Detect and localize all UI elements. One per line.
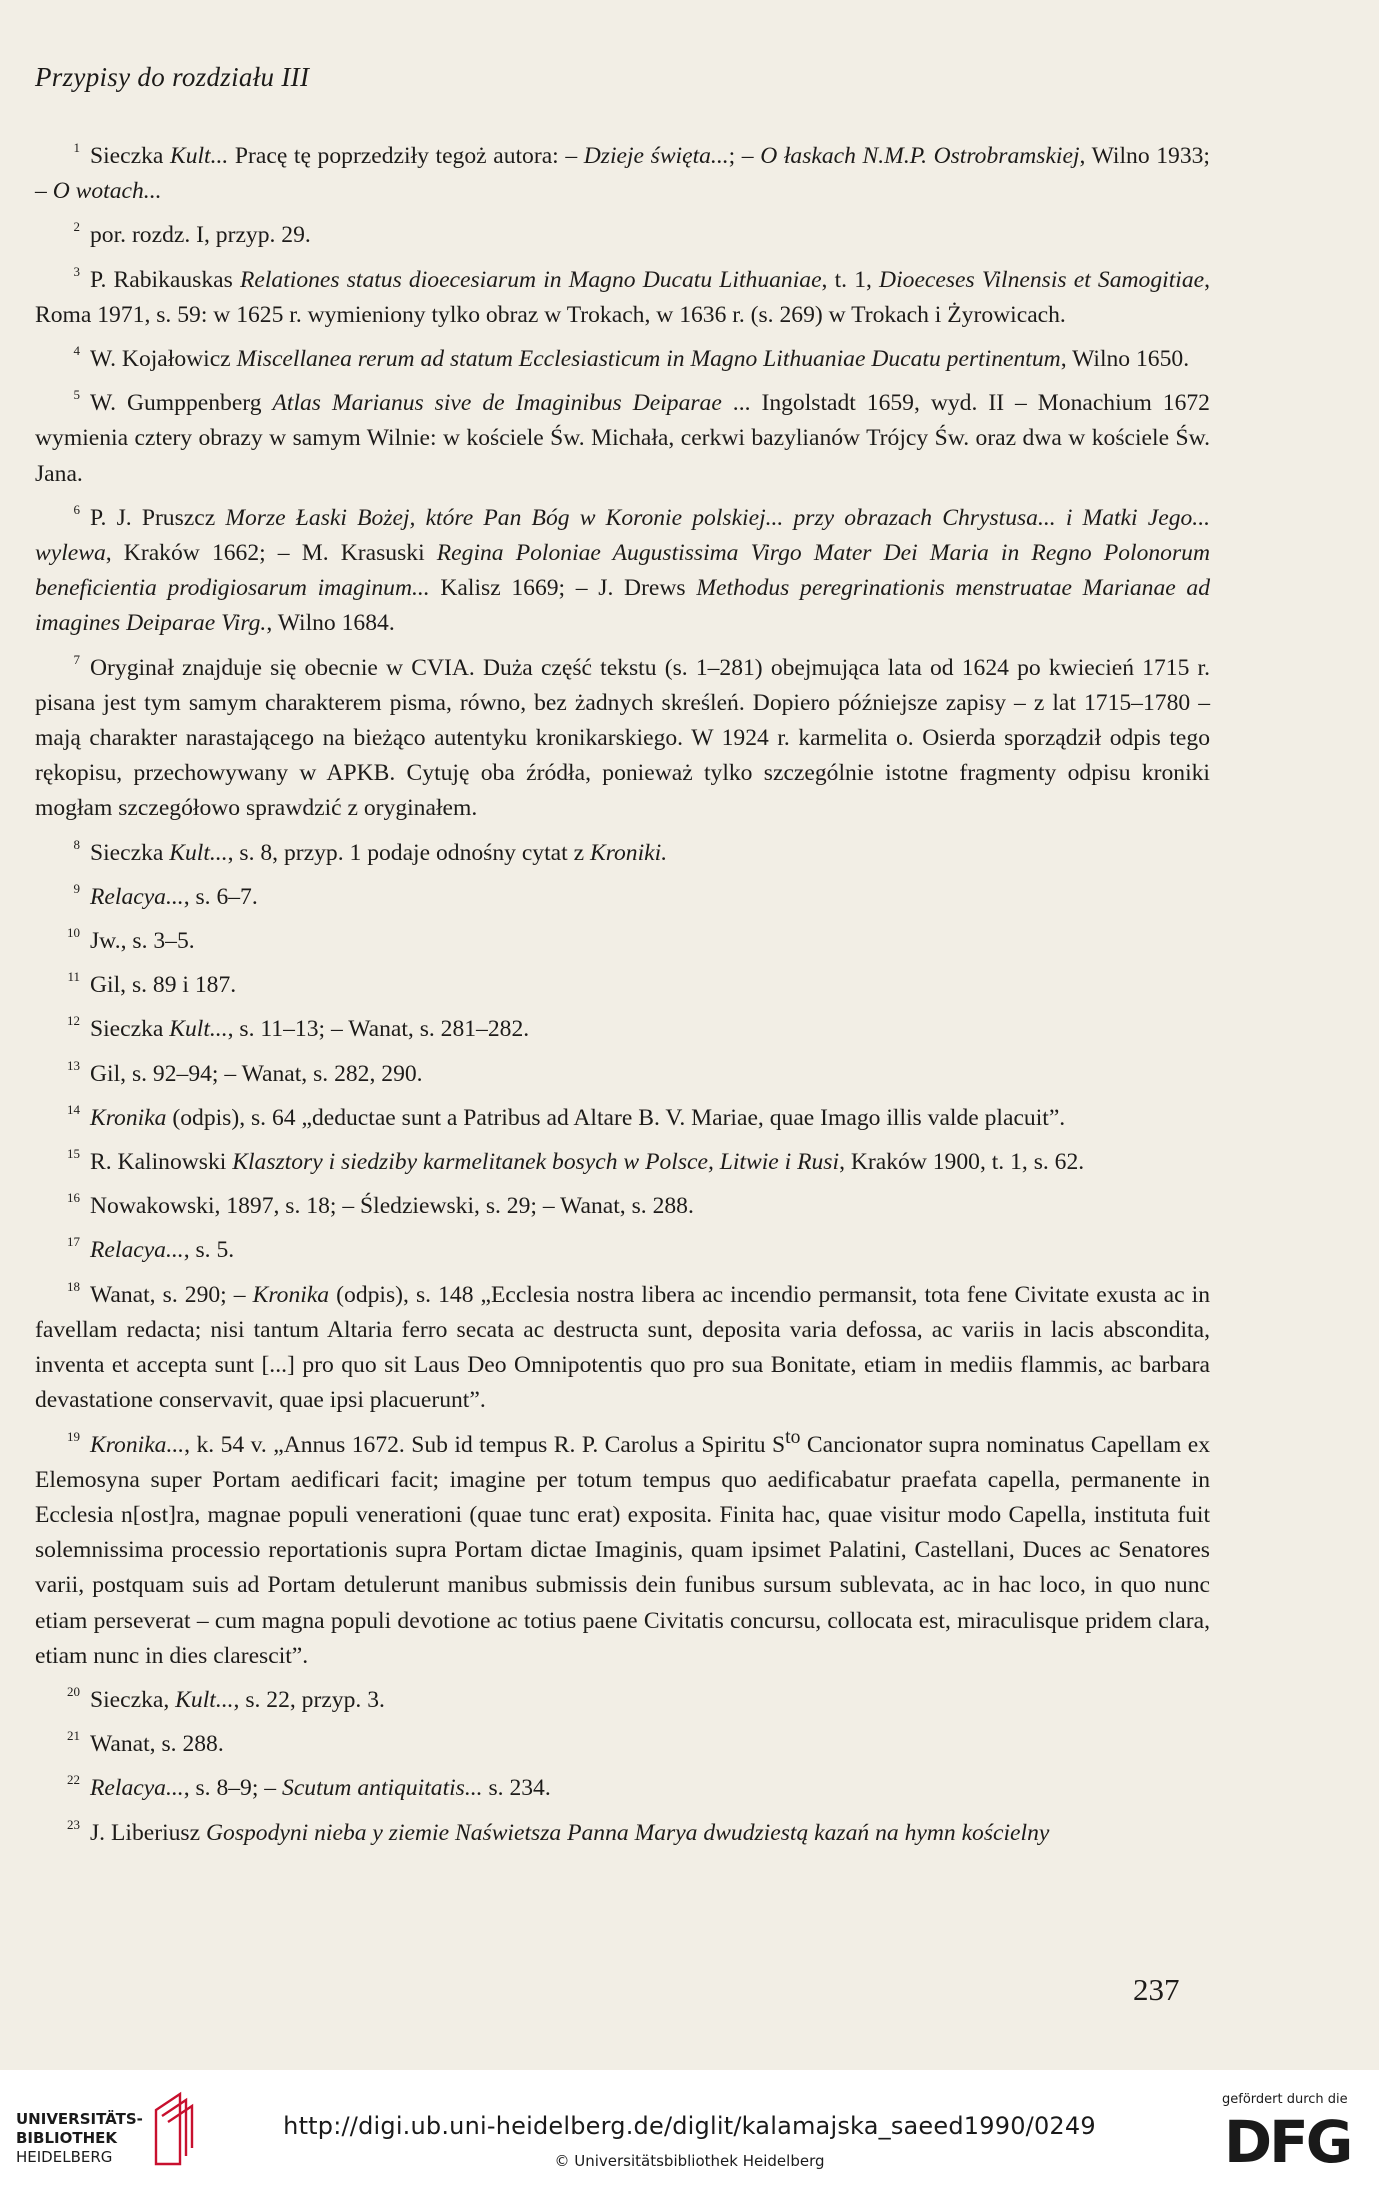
footnote-text: R. Kalinowski Klasztory i siedziby karmelitanek bosych w Polsce, Litwie i Rusi, Kraków 1900, t. 1, s. 62. bbox=[90, 1149, 1085, 1176]
footnote-number: 5 bbox=[73, 387, 80, 403]
footnote-text: Sieczka Kult... Pracę tę poprzedziły tegoż autora: – Dzieje święta...; – O łaskach N.M.P. Ostrobramskiej, Wilno 1933; – O wotach... bbox=[35, 143, 1210, 205]
footnote-number: 19 bbox=[67, 1428, 80, 1444]
footnote-text: Oryginał znajduje się obecnie w CVIA. Duża część tekstu (s. 1–281) obejmująca lata od 1624 po kwiecień 1715 r. pisana jest tym samym charakterem pisma, równo, bez żadnych skreśleń. Dopiero późniejsze zapisy – z lat 1715–1780 – mają charakter narastającego na bieżąco autentyku kronikarskiego. W 1924 r. karmelita o. Osierda sporządził odpis tego rękopisu, przechowywany w APKB. Cytuję oba źródła, ponieważ tylko szczególnie istotne fragmenty odpisu kroniki mogłam szczegółowo sprawdzić z oryginałem. bbox=[35, 654, 1210, 822]
page-number: 237 bbox=[1133, 1972, 1180, 2007]
footnote-number: 7 bbox=[73, 651, 80, 667]
footnote bbox=[35, 492, 1210, 642]
footnote-number: 22 bbox=[67, 1772, 80, 1788]
footnote-text: Sieczka Kult..., s. 8, przyp. 1 podaje odnośny cytat z Kroniki. bbox=[90, 839, 668, 866]
footnote-number: 6 bbox=[73, 501, 80, 517]
footnote bbox=[35, 1224, 1210, 1268]
permalink-url[interactable]: http://digi.ub.uni-heidelberg.de/diglit/kalamajska_saeed1990/0249 bbox=[283, 2112, 1096, 2140]
footnote bbox=[35, 1674, 1210, 1718]
footnote-text: J. Liberiusz Gospodyni nieba y ziemie Naświetsza Panna Marya dwudziestą kazań na hymn kościelny bbox=[90, 1819, 1050, 1846]
footnote-text: P. J. Pruszcz Morze Łaski Bożej, które Pan Bóg w Koronie polskiej... przy obrazach Chrystusa... i Matki Jego... wylewa, Kraków 1662; – M. Krasuski Regina Poloniae Augustissima Virgo Mater Dei Maria in Regno Polonorum beneficientia prodigiosarum imaginum... Kalisz 1669; – J. Drews Methodus peregrinationis menstruatae Marianae ad imagines Deiparae Virg., Wilno 1684. bbox=[35, 504, 1211, 637]
footnote-text: Wanat, s. 290; – Kronika (odpis), s. 148 „Ecclesia nostra libera ac incendio permansit, tota fene Civitate exusta ac in favellam redacta; nisi tantum Altaria ferro secata ac destructa sunt, deposita varia defossa, ac variis in lacis abscondita, inventa et accepta sunt [...] pro quo sit Laus Deo Omnipotentis quo pro sua Bonitate, etiam in mediis flammis, ac barbara devastatione conservavit, quae ipsi placuerunt”. bbox=[35, 1281, 1210, 1414]
footnote bbox=[35, 1180, 1210, 1224]
footnote-text: Kronika..., k. 54 v. „Annus 1672. Sub id tempus R. P. Carolus a Spiritu $S^{to}$ Cancionator supra nominatus Capellam ex Elemosyna super Portam aedificari facit; imagine per totum tempus quo aedificabatur praefata capella, permanente in Ecclesia n[ost]ra, magnae populi venerationi (quae tunc erat) exposita. Finita hac, quae visitur modo Capella, instituta fuit solemnissima processio reportationis supra Portam dictae Imaginis, quam ipsimet Palatini, Castellani, Duces ac Senatores varii, postquam suis ad Portam detulerunt manibus submissis dein funibus sursum sublevata, ac in hac loco, in quo nunc etiam perseverat – cum magna populi devotione ac totius paene Civitatis concursu, collocata est, miraculisque pridem clara, etiam nunc in dies clarescit”. bbox=[35, 1425, 1211, 1669]
footnote bbox=[35, 209, 1210, 253]
footnote-text: P. Rabikauskas Relationes status dioecesiarum in Magno Ducatu Lithuaniae, t. 1, Dioeceses Vilnensis et Samogitiae, Roma 1971, s. 59: w 1625 r. wymieniony tylko obraz w Trokach, w 1636 r. (s. 269) w Trokach i Żyrowicach. bbox=[35, 266, 1210, 328]
footnote-number: 10 bbox=[67, 925, 80, 941]
footnote bbox=[35, 827, 1210, 871]
footnote bbox=[35, 1003, 1210, 1047]
footnote bbox=[35, 333, 1210, 377]
library-line-3: HEIDELBERG bbox=[16, 2148, 113, 2166]
footnote-text: Gil, s. 89 i 187. bbox=[90, 972, 237, 999]
copyright-notice: © Universitätsbibliothek Heidelberg bbox=[554, 2152, 825, 2170]
footnote bbox=[35, 642, 1210, 827]
footnote bbox=[35, 1269, 1210, 1419]
footnote-number: 17 bbox=[67, 1234, 80, 1250]
footnote bbox=[35, 1419, 1210, 1674]
library-line-2: BIBLIOTHEK bbox=[16, 2129, 117, 2147]
footnote-number: 23 bbox=[67, 1816, 80, 1832]
footnote-number: 11 bbox=[67, 969, 80, 985]
footnote bbox=[35, 377, 1210, 492]
footnotes-list bbox=[35, 130, 1210, 1851]
footnote-number: 4 bbox=[73, 343, 80, 359]
footnote-text: Relacya..., s. 5. bbox=[90, 1237, 235, 1264]
footnote-number: 1 bbox=[73, 140, 80, 155]
footnote-text: W. Kojałowicz Miscellanea rerum ad statum Ecclesiasticum in Magno Lithuaniae Ducatu pertinentum, Wilno 1650. bbox=[90, 346, 1190, 373]
footnote-text: W. Gumppenberg Atlas Marianus sive de Imaginibus Deiparae ... Ingolstadt 1659, wyd. II – Monachium 1672 wymienia cztery obrazy w samym Wilnie: w kościele Św. Michała, cerkwi bazylianów Trójcy Św. oraz dwa w kościele Św. Jana. bbox=[35, 390, 1210, 487]
footnote-number: 14 bbox=[67, 1101, 80, 1117]
library-line-1: UNIVERSITÄTS- bbox=[16, 2110, 143, 2128]
footnote-number: 3 bbox=[73, 263, 80, 279]
footnote bbox=[35, 1092, 1210, 1136]
footnote-number: 15 bbox=[67, 1146, 80, 1162]
footnote bbox=[35, 1048, 1210, 1092]
footnote bbox=[35, 1718, 1210, 1762]
footnote-number: 18 bbox=[67, 1278, 80, 1294]
footnote-text: Sieczka, Kult..., s. 22, przyp. 3. bbox=[90, 1686, 385, 1713]
footnote-number: 8 bbox=[73, 836, 80, 852]
footnote-number: 21 bbox=[67, 1728, 80, 1744]
footnote-text: Nowakowski, 1897, s. 18; – Śledziewski, s. 29; – Wanat, s. 288. bbox=[90, 1193, 694, 1220]
footnote bbox=[35, 254, 1210, 333]
footnote bbox=[35, 959, 1210, 1003]
footnote-text: Gil, s. 92–94; – Wanat, s. 282, 290. bbox=[90, 1060, 423, 1087]
footnote bbox=[35, 871, 1210, 915]
footnote-text: Relacya..., s. 6–7. bbox=[90, 883, 258, 910]
footnote bbox=[35, 915, 1210, 959]
footnote bbox=[35, 1807, 1210, 1851]
viewer-footer bbox=[0, 2070, 1379, 2190]
dfg-logo-icon[interactable] bbox=[1224, 2112, 1360, 2168]
footnote-text: Jw., s. 3–5. bbox=[90, 928, 195, 955]
footnote-text: Wanat, s. 288. bbox=[90, 1731, 224, 1758]
footnote-number: 20 bbox=[67, 1683, 80, 1699]
footnote bbox=[35, 1136, 1210, 1180]
footnote-number: 16 bbox=[67, 1190, 80, 1206]
footnote-text: Kronika (odpis), s. 64 „deductae sunt a Patribus ad Altare B. V. Mariae, quae Imago illis valde placuit”. bbox=[90, 1104, 1066, 1131]
footnote-number: 12 bbox=[67, 1013, 80, 1029]
footnote bbox=[35, 130, 1210, 209]
footnote-number: 9 bbox=[73, 880, 80, 896]
dfg-logo-text: DFG bbox=[1224, 2112, 1351, 2168]
footnote bbox=[35, 1762, 1210, 1806]
footnote-number: 13 bbox=[67, 1057, 80, 1073]
running-head: Przypisy do rozdziału III bbox=[35, 62, 310, 92]
footnote-number: 2 bbox=[73, 219, 80, 235]
footnote-text: Relacya..., s. 8–9; – Scutum antiquitatis... s. 234. bbox=[90, 1775, 551, 1802]
footnote-text: Sieczka Kult..., s. 11–13; – Wanat, s. 281–282. bbox=[90, 1016, 530, 1043]
dfg-label: gefördert durch die bbox=[1222, 2092, 1348, 2107]
footnote-text: por. rozdz. I, przyp. 29. bbox=[90, 222, 311, 249]
